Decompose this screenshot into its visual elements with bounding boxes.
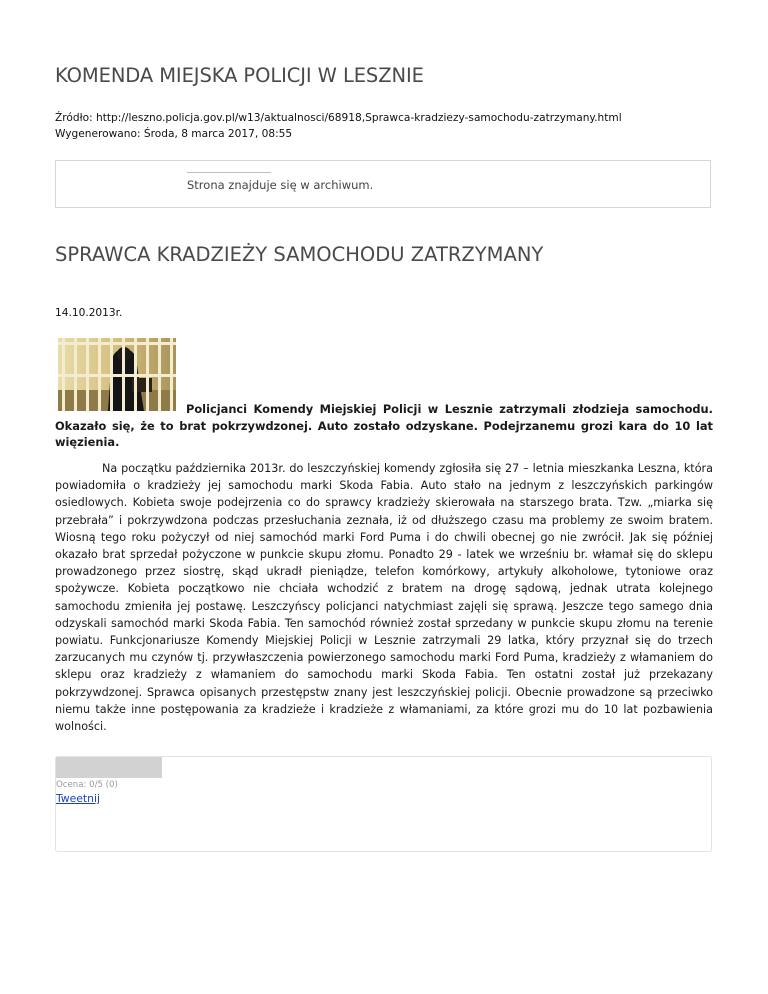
article-title: SPRAWCA KRADZIEŻY SAMOCHODU ZATRZYMANY — [55, 243, 544, 266]
source-url: Źródło: http://leszno.policja.gov.pl/w13/aktualnosci/68918,Sprawca-kradziezy-samochodu-zatrzymany.html — [55, 112, 622, 124]
rating-stars-widget[interactable] — [56, 757, 162, 778]
rating-text: Ocena: 0/5 (0) — [56, 780, 118, 790]
article-body: Na początku października 2013r. do leszczyńskiej komendy zgłosiła się 27 – letnia mieszkanka Leszna, która powiadomiła o kradzieży jej samochodu marki Skoda Fabia. Auto stało na jednym z leszczyńskich parkingów osiedlowych. Kobieta swoje podejrzenia co do sprawcy kradzieży skierowała na starszego brata. Tzw. „miarka się przebrała” i pokrzywdzona podczas przesłuchania zeznała, iż od dłuższego czasu ma problemy ze swoim bratem. Wiosną tego roku pożyczył od niej samochód marki Ford Puma i do chwili obecnej go nie zwrócił. Jak się później okazało brat sprzedał pożyczone w punkcie skupu złomu. Ponadto 29 - latek we wrześniu br. włamał się do sklepu prowadzonego przez siostrę, skąd ukradł pieniądze, telefon komórkowy, artykuły alkoholowe, tytoniowe oraz spożywcze. Kobieta początkowo nie chciała wchodzić z bratem na drogę sądową, jednak utrata kolejnego samochodu zmieniła jej postawę. Leszczyńscy policjanci natychmiast zajęli się sprawą. Jeszcze tego samego dnia odzyskali samochód marki Skoda Fabia. Ten samochód również został sprzedany w punkcie skupu złomu na terenie powiatu. Funkcjonariusze Komendy Miejskiej Policji w Lesznie zatrzymali 29 latka, który przyznał się do trzech zarzucanych mu czynów tj. przywłaszczenia powierzonego samochodu marki Ford Puma, kradzieży z włamaniem do sklepu oraz kradzieży z włamaniem do samochodu marki Skoda Fabia. Ten ostatni został już przekazany pokrzywdzonej. Sprawca opisanych przestępstw znany jest leszczyńskiej policji. Obecnie prowadzone są przeciwko niemu także inne postępowania za kradzieże i kradzieże z włamaniami, za które grozi mu do 10 lat pozbawienia wolności. — [55, 462, 713, 734]
article-date: 14.10.2013r. — [55, 307, 123, 319]
archive-notice — [55, 160, 711, 208]
print-meta — [55, 111, 622, 142]
tweet-link[interactable]: Tweetnij — [56, 792, 100, 805]
rating-panel — [55, 756, 712, 852]
site-title: KOMENDA MIEJSKA POLICJI W LESZNIE — [55, 64, 424, 87]
article-lead-text: Policjanci Komendy Miejskiej Policji w Lesznie zatrzymali złodzieja samochodu. Okazało się, że to brat pokrzywdzonej. Auto zostało odzyskane. Podejrzanemu grozi kara do 10 lat więzienia. — [55, 402, 713, 449]
archive-notice-text: Strona znajduje się w archiwum. — [187, 178, 374, 192]
article-lead — [55, 401, 713, 451]
generated-date: Wygenerowano: Środa, 8 marca 2017, 08:55 — [55, 127, 293, 140]
archive-divider — [187, 172, 271, 173]
